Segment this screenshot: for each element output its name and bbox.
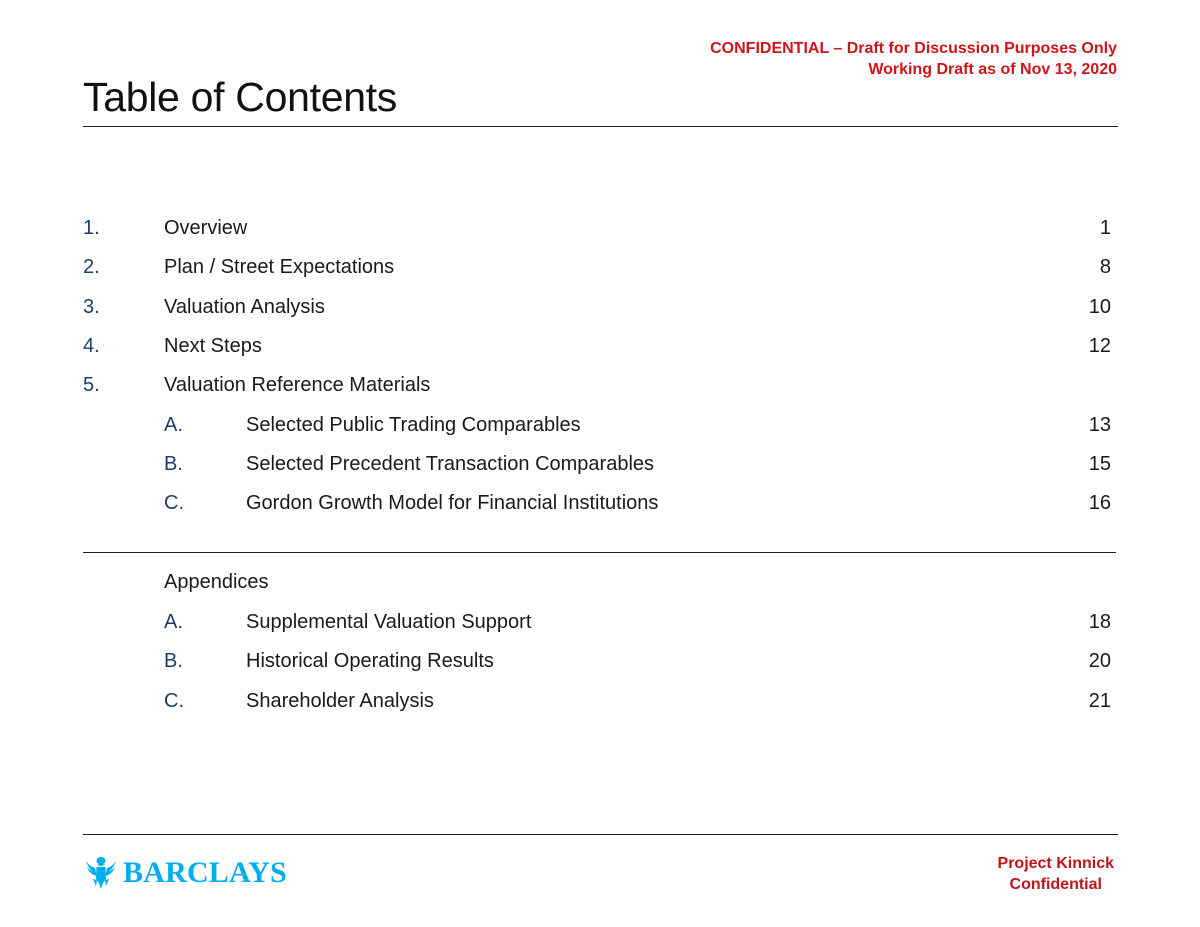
working-draft-line: Working Draft as of Nov 13, 2020 — [868, 61, 1117, 78]
toc-number: C. — [164, 492, 184, 514]
toc-label: Supplemental Valuation Support — [246, 611, 532, 633]
project-name: Project Kinnick — [997, 855, 1114, 872]
toc-page: 18 — [1088, 611, 1111, 633]
toc-label: Valuation Analysis — [164, 296, 325, 318]
project-footer — [998, 853, 1114, 895]
page-title: Table of Contents — [83, 74, 397, 120]
toc-page: 1 — [1099, 217, 1111, 239]
toc-label: Selected Precedent Transaction Comparables — [246, 453, 655, 475]
toc-label: Historical Operating Results — [246, 650, 494, 672]
toc-subentry-gordon-growth-model[interactable] — [83, 490, 1111, 516]
toc-number: 5. — [83, 374, 100, 396]
appendices-heading: Appendices — [164, 571, 269, 593]
toc-label: Selected Public Trading Comparables — [246, 414, 581, 436]
footer-divider — [83, 834, 1118, 835]
title-divider — [83, 126, 1118, 127]
barclays-logo — [84, 855, 287, 891]
toc-label: Next Steps — [164, 335, 262, 357]
eagle-icon — [84, 855, 118, 891]
toc-page: 20 — [1088, 650, 1111, 672]
toc-number: B. — [164, 650, 183, 672]
toc-page: 8 — [1099, 256, 1111, 278]
toc-label: Valuation Reference Materials — [164, 374, 431, 396]
toc-number: B. — [164, 453, 183, 475]
toc-number: 2. — [83, 256, 100, 278]
toc-appendix-supplemental-valuation-support[interactable] — [83, 609, 1111, 635]
appendices-heading-row — [83, 569, 1111, 595]
confidential-line-1: CONFIDENTIAL – Draft for Discussion Purposes Only — [710, 40, 1117, 57]
toc-number: 4. — [83, 335, 100, 357]
toc-subentry-precedent-transaction-comparables[interactable] — [83, 451, 1111, 477]
toc-entry-valuation-reference-materials[interactable] — [83, 372, 1111, 398]
appendices-divider — [83, 552, 1116, 553]
confidential-notice — [710, 38, 1117, 80]
toc-appendix-shareholder-analysis[interactable] — [83, 688, 1111, 714]
toc-page: 13 — [1088, 414, 1111, 436]
toc-entry-next-steps[interactable] — [83, 333, 1111, 359]
toc-page: 16 — [1088, 492, 1111, 514]
toc-page: 15 — [1088, 453, 1111, 475]
toc-subentry-public-trading-comparables[interactable] — [83, 412, 1111, 438]
toc-label: Overview — [164, 217, 248, 239]
toc-label: Gordon Growth Model for Financial Institutions — [246, 492, 659, 514]
confidential-label: Confidential — [1009, 876, 1102, 893]
toc-page: 12 — [1088, 335, 1111, 357]
toc-number: 1. — [83, 217, 100, 239]
toc-entry-plan-street-expectations[interactable] — [83, 254, 1111, 280]
toc-label: Shareholder Analysis — [246, 690, 434, 712]
toc-appendix-historical-operating-results[interactable] — [83, 648, 1111, 674]
toc-label: Plan / Street Expectations — [164, 256, 395, 278]
barclays-wordmark: BARCLAYS — [123, 856, 287, 889]
toc-page: 10 — [1088, 296, 1111, 318]
toc-entry-overview[interactable] — [83, 215, 1111, 241]
toc-number: 3. — [83, 296, 100, 318]
toc-number: C. — [164, 690, 184, 712]
toc-number: A. — [164, 414, 183, 436]
toc-number: A. — [164, 611, 183, 633]
toc-entry-valuation-analysis[interactable] — [83, 294, 1111, 320]
toc-page: 21 — [1088, 690, 1111, 712]
